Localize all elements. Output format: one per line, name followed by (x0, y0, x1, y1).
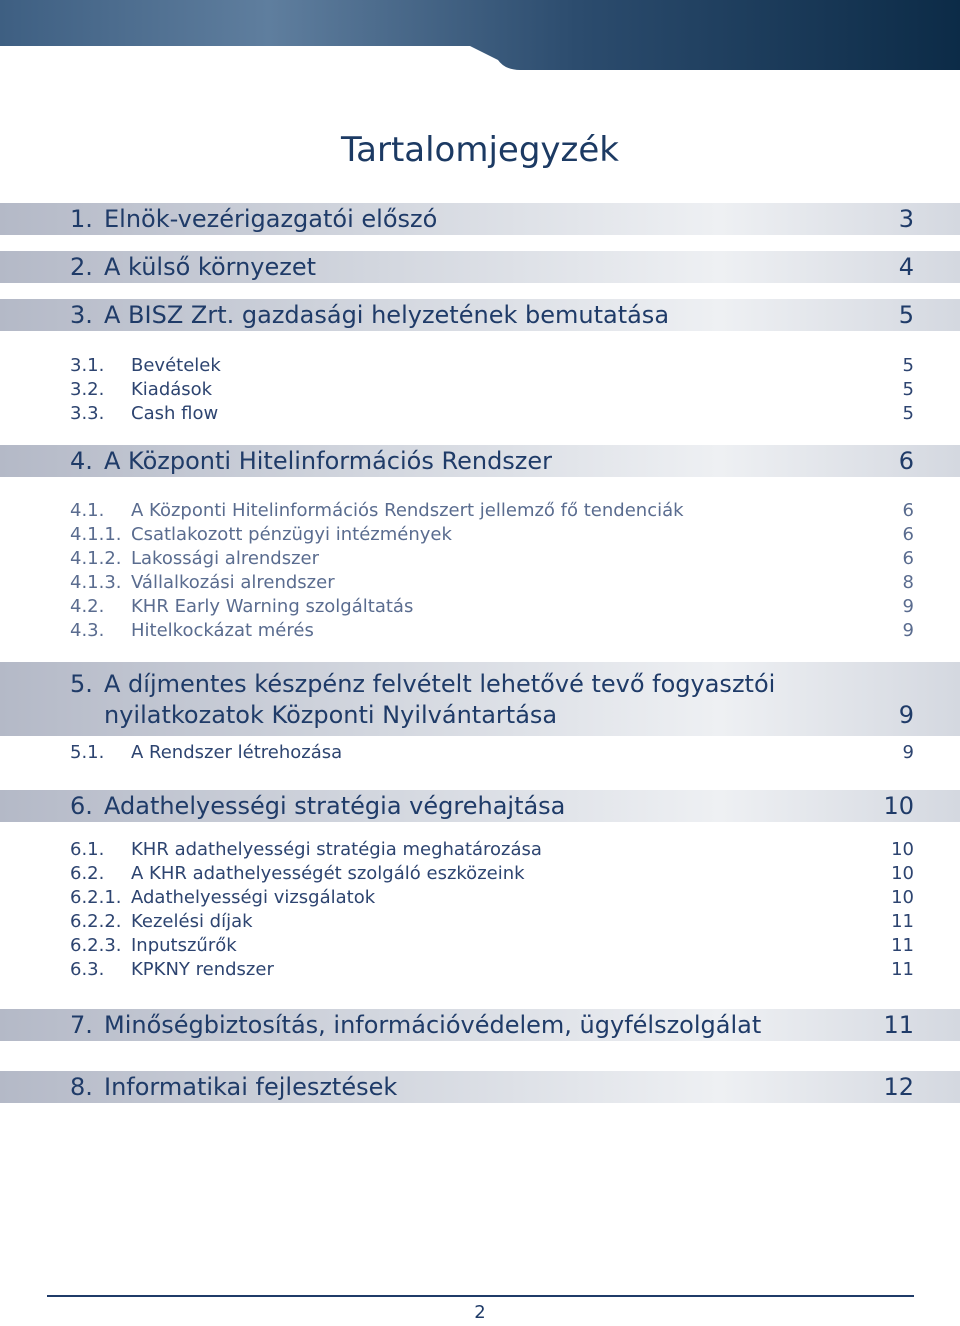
toc-page: 4 (898, 253, 914, 281)
toc-number: 5.1. (70, 742, 105, 763)
toc-page: 5 (902, 403, 914, 424)
toc-number: 4.2. (70, 596, 105, 617)
toc-title: KHR Early Warning szolgáltatás (131, 596, 414, 617)
toc-number: 6.2. (70, 863, 105, 884)
toc-entry-s6[interactable] (0, 791, 960, 821)
toc-entry-s5-1[interactable] (0, 741, 960, 765)
toc-number: 4.1. (70, 500, 105, 521)
toc-number: 8. (70, 1073, 93, 1101)
toc-title: Minőségbiztosítás, információvédelem, ügyfélszolgálat (104, 1011, 762, 1039)
toc-title: Bevételek (131, 355, 221, 376)
toc-page: 9 (902, 596, 914, 617)
toc-entry-s4-1-1[interactable] (0, 523, 960, 547)
toc-page: 11 (891, 935, 914, 956)
toc-page: 10 (891, 863, 914, 884)
toc-page: 11 (883, 1011, 914, 1039)
toc-page: 11 (891, 959, 914, 980)
toc-entry-s6-2[interactable] (0, 862, 960, 886)
toc-entry-s6-2-3[interactable] (0, 934, 960, 958)
toc-title: Adathelyességi vizsgálatok (131, 887, 376, 908)
toc-title-line1: A díjmentes készpénz felvételt lehetővé tevő fogyasztói (104, 670, 776, 698)
toc-number: 6.3. (70, 959, 105, 980)
toc-title: A KHR adathelyességét szolgáló eszközeink (131, 863, 525, 884)
toc-title: Hitelkockázat mérés (131, 620, 314, 641)
toc-number: 6.2.2. (70, 911, 122, 932)
toc-number: 5. (70, 670, 93, 698)
toc-number: 3. (70, 301, 93, 329)
toc-title: Kiadások (131, 379, 213, 400)
page-title: Tartalomjegyzék (340, 130, 619, 170)
toc-entry-s3-3[interactable] (0, 402, 960, 426)
toc-title: A Központi Hitelinformációs Rendszert jellemző fő tendenciák (131, 500, 684, 521)
toc-number: 4.1.2. (70, 548, 122, 569)
toc-entry-s4-1-2[interactable] (0, 547, 960, 571)
toc-page: 8 (902, 572, 914, 593)
header-decoration (0, 0, 960, 72)
toc-entry-s6-2-1[interactable] (0, 886, 960, 910)
toc-title: KHR adathelyességi stratégia meghatározása (131, 839, 542, 860)
toc-entry-s3[interactable] (0, 300, 960, 330)
toc-title: Elnök-vezérigazgatói előszó (104, 205, 438, 233)
toc-page: 5 (898, 301, 914, 329)
toc-page: 6 (902, 548, 914, 569)
toc-number: 3.1. (70, 355, 105, 376)
toc-entry-s3-2[interactable] (0, 378, 960, 402)
toc-page: 9 (902, 620, 914, 641)
toc-page: 3 (898, 205, 914, 233)
toc-number: 4.1.3. (70, 572, 122, 593)
toc-number: 2. (70, 253, 93, 281)
toc-page: 6 (898, 447, 914, 475)
toc-number: 4.1.1. (70, 524, 122, 545)
toc-page: 6 (902, 500, 914, 521)
toc-number: 6. (70, 792, 93, 820)
toc-entry-s4[interactable] (0, 446, 960, 476)
toc-page: 9 (902, 742, 914, 763)
toc-page: 5 (902, 355, 914, 376)
toc-entry-s6-2-2[interactable] (0, 910, 960, 934)
toc-entry-s6-3[interactable] (0, 958, 960, 982)
toc-page: 10 (891, 887, 914, 908)
toc-title: Lakossági alrendszer (131, 548, 320, 569)
toc-page: 10 (883, 792, 914, 820)
toc-entry-s6-1[interactable] (0, 838, 960, 862)
toc-title: KPKNY rendszer (131, 959, 274, 980)
toc-entry-s3-1[interactable] (0, 354, 960, 378)
toc-title: Informatikai fejlesztések (104, 1073, 398, 1101)
toc-number: 7. (70, 1011, 93, 1039)
toc-page: 6 (902, 524, 914, 545)
toc-entry-s4-3[interactable] (0, 619, 960, 643)
toc-entry-s7[interactable] (0, 1010, 960, 1040)
toc-entry-s4-2[interactable] (0, 595, 960, 619)
toc-entry-s2[interactable] (0, 252, 960, 282)
toc-entry-s4-1[interactable] (0, 499, 960, 523)
toc-number: 3.3. (70, 403, 105, 424)
toc-title-line2: nyilatkozatok Központi Nyilvántartása (104, 701, 558, 729)
toc-title: A BISZ Zrt. gazdasági helyzetének bemutatása (104, 301, 670, 329)
page-number: 2 (474, 1302, 486, 1323)
toc-number: 6.2.3. (70, 935, 122, 956)
toc-number: 1. (70, 205, 93, 233)
toc-entry-s4-1-3[interactable] (0, 571, 960, 595)
toc-title: Inputszűrők (131, 935, 237, 956)
footer-divider (47, 1295, 914, 1297)
toc-page: 11 (891, 911, 914, 932)
toc-title: Cash flow (131, 403, 219, 424)
toc-number: 3.2. (70, 379, 105, 400)
toc-entry-s5[interactable] (0, 669, 960, 733)
toc-page: 10 (891, 839, 914, 860)
toc-title: A Központi Hitelinformációs Rendszer (104, 447, 553, 475)
toc-page: 9 (898, 701, 914, 729)
toc-number: 4.3. (70, 620, 105, 641)
toc-page: 12 (883, 1073, 914, 1101)
toc-page: 5 (902, 379, 914, 400)
toc-number: 6.1. (70, 839, 105, 860)
toc-number: 6.2.1. (70, 887, 122, 908)
toc-title: A külső környezet (104, 253, 317, 281)
toc-entry-s8[interactable] (0, 1072, 960, 1102)
toc-number: 4. (70, 447, 93, 475)
toc-title: A Rendszer létrehozása (131, 742, 343, 763)
toc-entry-s1[interactable] (0, 204, 960, 234)
toc-title: Adathelyességi stratégia végrehajtása (104, 792, 566, 820)
toc-title: Csatlakozott pénzügyi intézmények (131, 524, 452, 545)
toc-title: Vállalkozási alrendszer (131, 572, 335, 593)
toc-title: Kezelési díjak (131, 911, 253, 932)
